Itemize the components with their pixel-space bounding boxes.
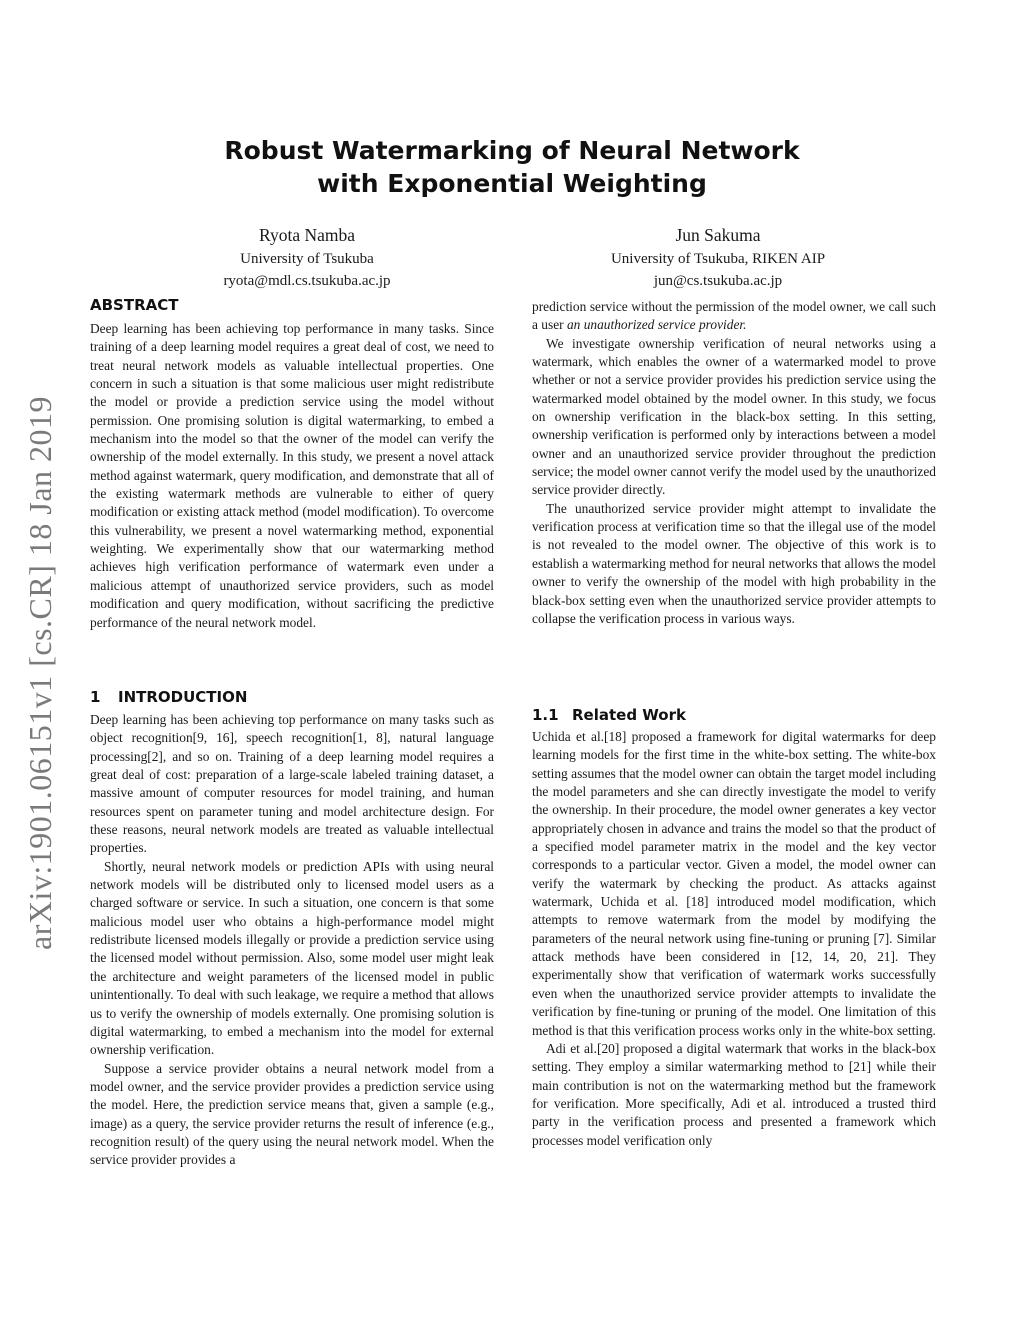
- paragraph: The unauthorized service provider might attempt to invalidate the verification process at verification time so that the illegal use of the model is not revealed to the model owner. The objective of this work is to establish a watermarking method for neural networks that allows the model owner to verify the ownership of the model with high probability in the black-box setting even when the unauthorized service provider attempts to collapse the verification process in various ways.: [532, 500, 936, 626]
- author-affiliation: University of Tsukuba, RIKEN AIP: [610, 251, 826, 267]
- author-email: ryota@mdl.cs.tsukuba.ac.jp: [223, 273, 391, 289]
- abstract-section: [90, 295, 494, 632]
- continuation-text: prediction service without the permission of the model owner, we call such a user: [532, 299, 936, 333]
- author-block: [142, 222, 472, 292]
- arxiv-margin-stamp: arXiv:1901.06151v1 [cs.CR] 18 Jan 2019: [22, 395, 58, 950]
- introduction-heading: [90, 687, 494, 707]
- subsection-title: Related Work: [572, 706, 686, 724]
- abstract-heading: ABSTRACT: [90, 296, 179, 314]
- introduction-section: [90, 687, 494, 1170]
- paragraph: [532, 298, 936, 335]
- paragraph: Deep learning has been achieving top performance on many tasks such as object recognition[9, 16], speech recognition[1, 8], natural language processing[2], and so on. Training of a deep learning model requires a great deal of cost: preparation of a large-scale labeled training dataset, a massive amount of computer resources for model training, and human resources spent on parameter tuning and model architecture design. For these reasons, neural network models are treated as valuable intellectual properties.: [90, 712, 494, 856]
- defined-term: an unauthorized service provider.: [566, 317, 747, 333]
- paragraph: Shortly, neural network models or prediction APIs with using neural network models will be distributed only to licensed model users as a charged software or service. In such a situation, one concern is that some malicious model user who obtains a high-performance model might redistribute licensed models illegally or provide a prediction service using the licensed model without permission. Also, some model user might leak the architecture and weight parameters of the licensed model in public unintentionally. To deal with such leakage, we require a method that allows us to verify the ownership of models externally. One promising solution is digital watermarking, to embed a mechanism into the model for external ownership verification.: [90, 858, 494, 1058]
- paper-title: [0, 134, 1024, 200]
- author-block: [553, 222, 883, 292]
- title-line-1: Robust Watermarking of Neural Network: [224, 136, 800, 165]
- abstract-text: Deep learning has been achieving top performance in many tasks. Since training of a deep learning model requires a great deal of cost, we need to treat neural network models as valuable intellectual properties. One concern in such a situation is that some malicious user might redistribute the model or provide a prediction service using the model without permission. One promising solution is digital watermarking, to embed a mechanism into the model so that the owner of the model can verify the ownership of the model externally. In this study, we present a novel attack method against watermark, query modification, and demonstrate that all of the existing watermark methods are vulnerable to either of query modification or existing attack method (model modification). To overcome this vulnerability, we present a novel watermarking method, exponential weighting. We experimentally show that our watermarking method achieves high verification performance of watermark even under a malicious attempt of unauthorized service providers, such as model modification and query modification, without sacrificing the predictive performance of the neural network model.: [90, 321, 494, 630]
- paragraph: Suppose a service provider obtains a neural network model from a model owner, and the service provider provides a prediction service using the model. Here, the prediction service means that, given a sample (e.g., image) as a query, the service provider returns the result of inference (e.g., recognition result) of the query using the neural network model. When the service provider provides a: [90, 1060, 494, 1168]
- title-line-2: with Exponential Weighting: [317, 169, 707, 198]
- section-title: INTRODUCTION: [118, 688, 248, 706]
- author-affiliation: University of Tsukuba: [240, 251, 374, 267]
- author-email: jun@cs.tsukuba.ac.jp: [653, 273, 783, 289]
- intro-continuation: [532, 298, 936, 628]
- paragraph: Uchida et al.[18] proposed a framework for digital watermarks for deep learning models for the first time in the white-box setting. The white-box setting assumes that the model owner can obtain the target model including the model parameters and she can directly investigate the model to verify the ownership. In their procedure, the model owner generates a key vector appropriately chosen in advance and trains the model so that the product of a specified model parameter matrix in the model and the key vector corresponds to a particular vector. Given a model, the model owner can verify the watermark by checking the product. As attacks against watermark, Uchida et al. [18] introduced model modification, which attempts to remove watermark from the model by modifying the parameters of the neural network using fine-tuning or pruning [7]. Similar attack methods have been considered in [12, 14, 20, 21]. They experimentally show that verification of watermark works successfully even when the unauthorized service provider attempts to invalidate the verification by fine-tuning or pruning of the model. One limitation of this method is that this verification process works only in the white-box setting.: [532, 729, 936, 1038]
- paragraph: We investigate ownership verification of neural networks using a watermark, which enables the owner of a watermarked model to prove whether or not a service provider provides his prediction service using the watermarked model obtained by the model owner. In this study, we focus on ownership verification in the black-box setting. In this setting, ownership verification is performed only by interactions between a model owner and an unauthorized service provider throughout the prediction service; the model owner cannot verify the model used by the unauthorized service provider directly.: [532, 335, 936, 498]
- related-work-section: [532, 705, 936, 1150]
- section-number: 1: [90, 688, 101, 706]
- paragraph: Adi et al.[20] proposed a digital watermark that works in the black-box setting. They employ a similar watermarking method to [21] while their main contribution is not on the watermarking method but the framework for verification. More specifically, Adi et al. introduced a trusted third party in the verification process and presented a framework which processes model verification only: [532, 1040, 936, 1148]
- author-name: Ryota Namba: [258, 225, 355, 245]
- related-work-heading: [532, 705, 936, 725]
- author-name: Jun Sakuma: [675, 225, 761, 245]
- subsection-number: 1.1: [532, 706, 559, 724]
